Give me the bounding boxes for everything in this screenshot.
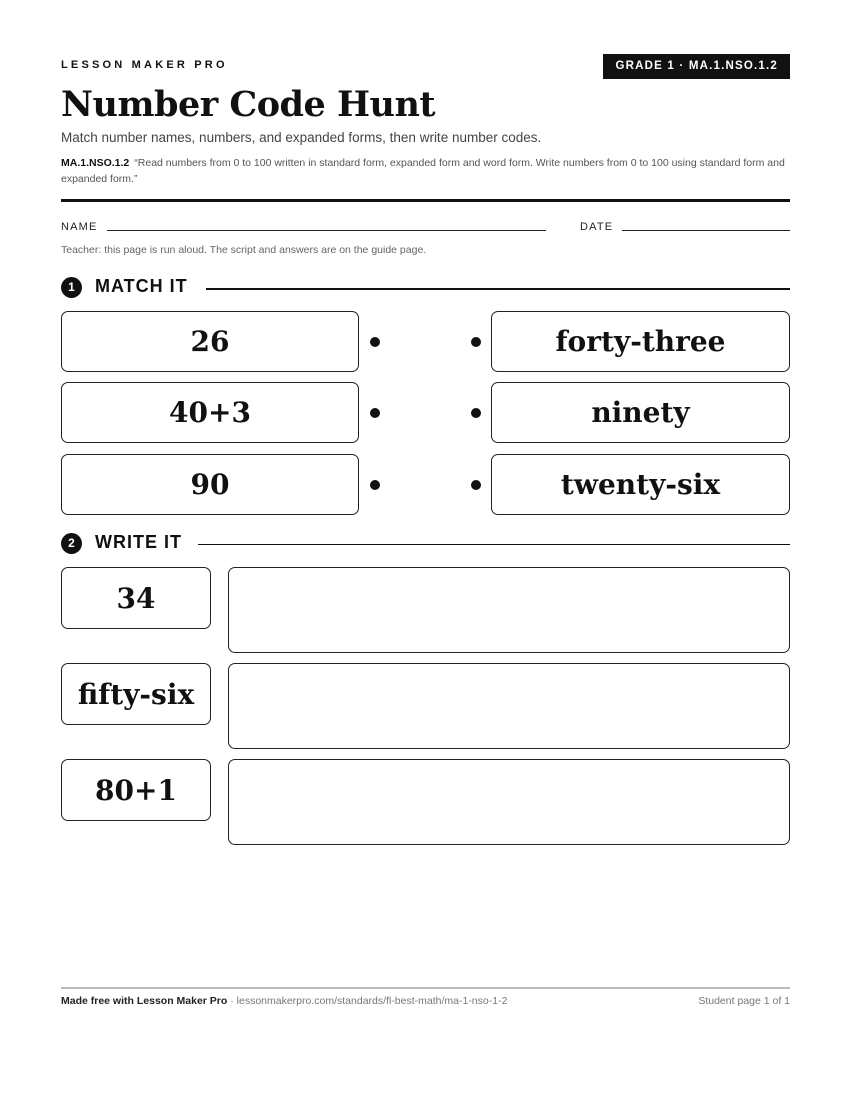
section-number-badge: 2 xyxy=(61,533,82,554)
section-title: MATCH IT xyxy=(95,276,188,296)
write-answer-box[interactable] xyxy=(228,759,790,845)
standard-code: MA.1.NSO.1.2 xyxy=(61,157,130,169)
match-dot-left[interactable] xyxy=(370,480,380,490)
standard-description xyxy=(61,155,790,187)
section-number-badge: 1 xyxy=(61,277,82,298)
write-answer-box[interactable] xyxy=(228,567,790,653)
write-prompt-card: 34 xyxy=(61,567,211,629)
match-dot-right[interactable] xyxy=(471,337,481,347)
section-title: WRITE IT xyxy=(95,532,182,552)
worksheet-page xyxy=(61,0,790,1100)
date-label: DATE xyxy=(580,221,614,233)
page-title: Number Code Hunt xyxy=(61,84,436,125)
match-left-card[interactable]: 40+3 xyxy=(61,382,359,443)
match-dot-right[interactable] xyxy=(471,408,481,418)
footer-divider xyxy=(61,987,790,989)
section-match-it-header xyxy=(61,275,790,299)
footer-url[interactable]: · lessonmakerpro.com/standards/fl-best-math/ma-1-nso-1-2 xyxy=(227,995,508,1007)
match-dot-right[interactable] xyxy=(471,480,481,490)
match-left-card[interactable]: 90 xyxy=(61,454,359,515)
standard-text: “Read numbers from 0 to 100 written in standard form, expanded form and word form. Write numbers from 0 to 100 using standard form and expanded form.” xyxy=(61,157,785,185)
match-right-card[interactable]: ninety xyxy=(491,382,790,443)
write-prompt-card: 80+1 xyxy=(61,759,211,821)
footer-made-with: Made free with Lesson Maker Pro xyxy=(61,995,228,1007)
section-write-it-header xyxy=(61,531,790,555)
page-number: Student page 1 of 1 xyxy=(698,995,790,1007)
section-divider xyxy=(206,288,790,290)
section-divider xyxy=(198,544,790,545)
name-field[interactable] xyxy=(107,230,546,231)
footer-credit xyxy=(61,995,507,1007)
write-answer-box[interactable] xyxy=(228,663,790,749)
brand-name: LESSON MAKER PRO xyxy=(61,59,228,71)
match-right-card[interactable]: forty-three xyxy=(491,311,790,372)
teacher-note: Teacher: this page is run aloud. The script and answers are on the guide page. xyxy=(61,244,427,256)
write-prompt-card: fifty-six xyxy=(61,663,211,725)
date-field[interactable] xyxy=(622,230,790,231)
match-right-card[interactable]: twenty-six xyxy=(491,454,790,515)
match-left-card[interactable]: 26 xyxy=(61,311,359,372)
page-subtitle: Match number names, numbers, and expanded forms, then write number codes. xyxy=(61,130,542,145)
name-label: NAME xyxy=(61,221,98,233)
grade-badge: GRADE 1 · MA.1.NSO.1.2 xyxy=(603,54,790,79)
match-dot-left[interactable] xyxy=(370,408,380,418)
header-divider xyxy=(61,199,790,202)
match-dot-left[interactable] xyxy=(370,337,380,347)
